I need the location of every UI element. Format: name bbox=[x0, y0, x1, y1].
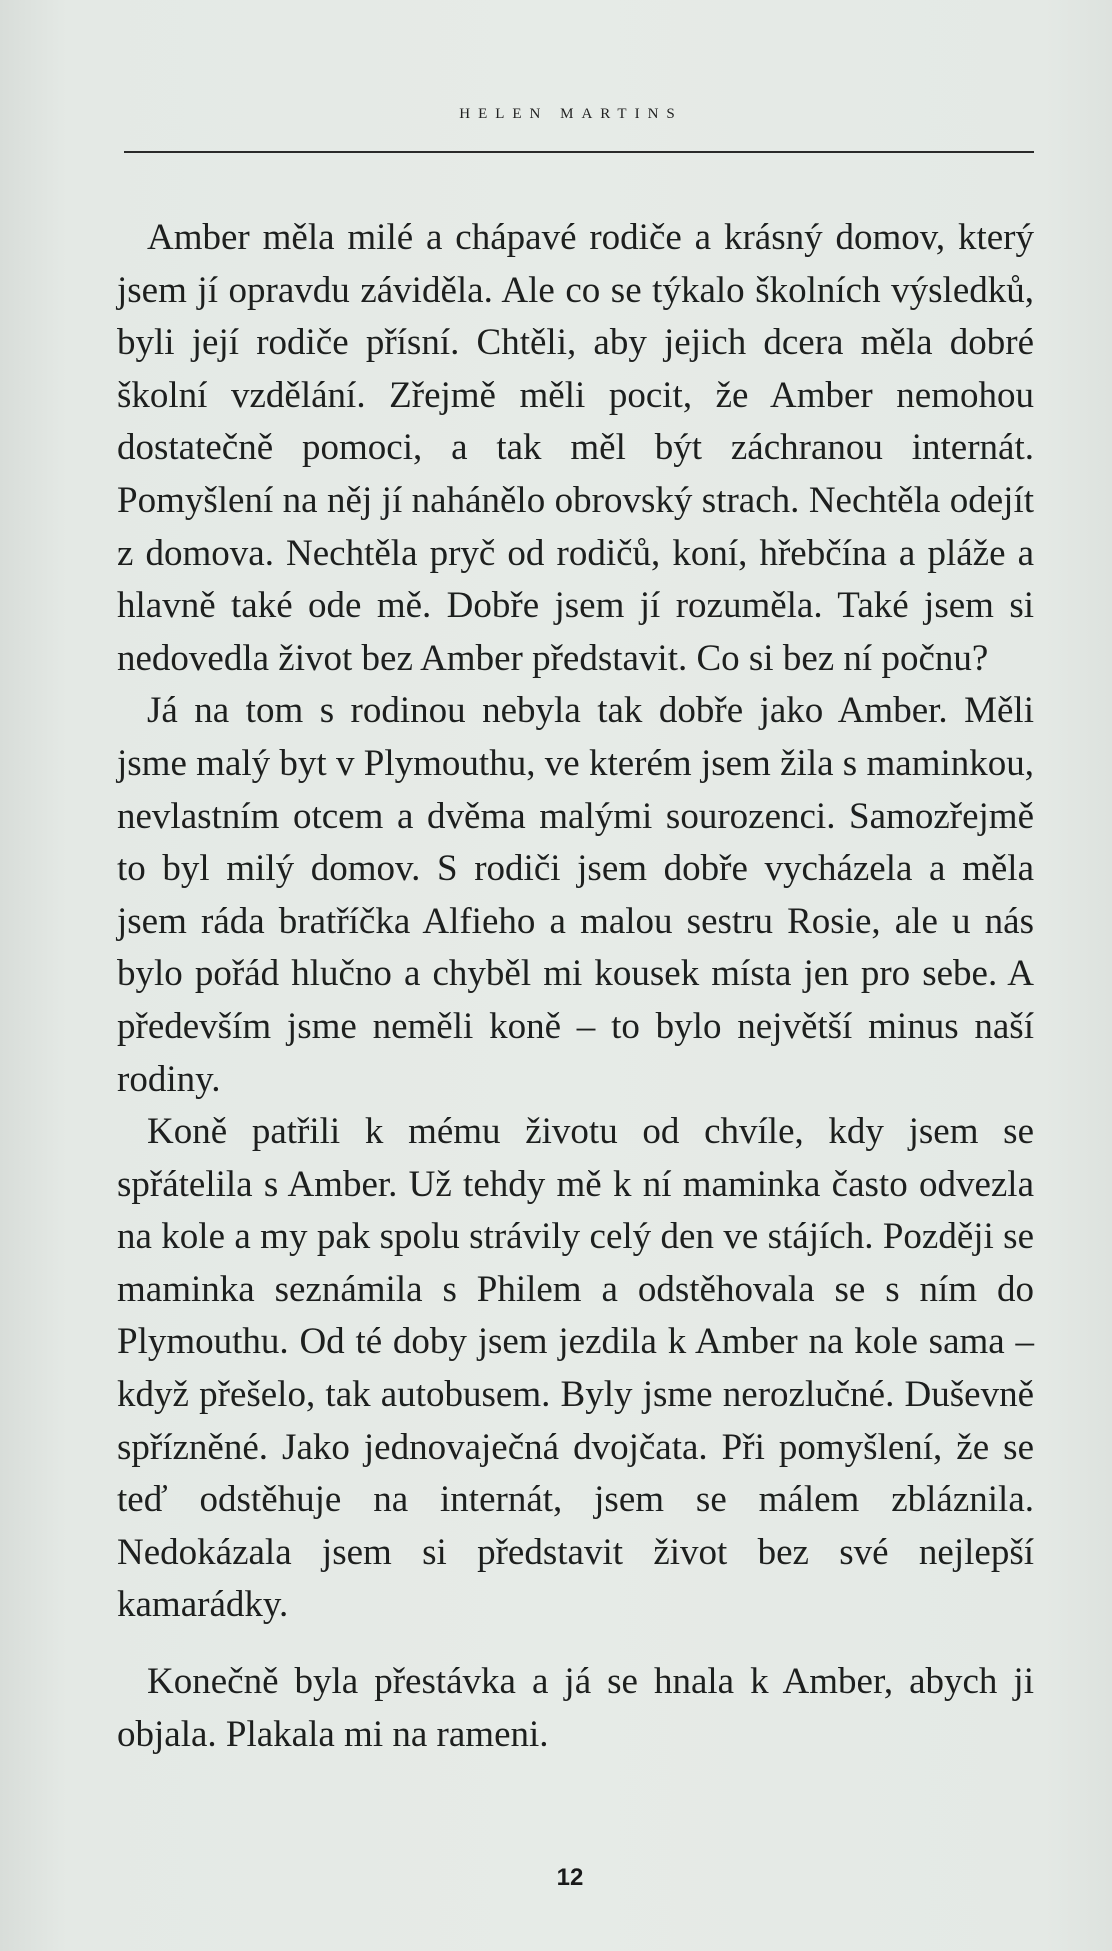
paragraph: Amber měla milé a chápavé rodiče a krásný domov, který jsem jí opravdu záviděla. Ale co se týkalo školních výsledků, byli její rodiče přísní. Chtěli, aby jejich dcera měla dobré školní vzdělání. Zřejmě měli pocit, že Amber nemohou dostatečně pomoci, a tak měl být záchranou internát. Pomyšlení na něj jí nahánělo obrovský strach. Nechtěla odejít z domova. Nechtěla pryč od rodičů, koní, hřebčína a pláže a hlavně také ode mě. Dobře jsem jí rozuměla. Také jsem si nedovedla život bez Amber představit. Co si bez ní počnu? bbox=[117, 217, 1034, 679]
running-head: HELEN MARTINS bbox=[459, 106, 683, 122]
paragraph: Konečně byla přestávka a já se hnala k Amber, abych ji objala. Plakala mi na rameni. bbox=[117, 1661, 1034, 1755]
header-rule bbox=[124, 151, 1034, 153]
page-number: 12 bbox=[556, 1864, 584, 1891]
body-text bbox=[117, 212, 1034, 1761]
paragraph: Koně patřili k mému životu od chvíle, kdy jsem se spřátelila s Amber. Už tehdy mě k ní maminka často odvezla na kole a my pak spolu strávily celý den ve stájích. Později se maminka seznámila s Philem a odstěhovala se s ním do Plymouthu. Od té doby jsem jezdila k Amber na kole sama – když přešelo, tak autobusem. Byly jsme nerozlučné. Duševně spřízněné. Jako jednovaječná dvojčata. Při pomyšlení, že se teď odstěhuje na internát, jsem se málem zbláznila. Nedokázala jsem si představit život bez své nejlepší kamarádky. bbox=[117, 1111, 1034, 1626]
paragraph: Já na tom s rodinou nebyla tak dobře jako Amber. Měli jsme malý byt v Plymouthu, ve kterém jsem žila s maminkou, nevlastním otcem a dvěma malými sourozenci. Samozřejmě to byl milý domov. S rodiči jsem dobře vycházela a měla jsem ráda bratříčka Alfieho a malou sestru Rosie, ale u nás bylo pořád hlučno a chyběl mi kousek místa jen pro sebe. A především jsme neměli koně – to bylo největší minus naší rodiny. bbox=[117, 690, 1034, 1100]
